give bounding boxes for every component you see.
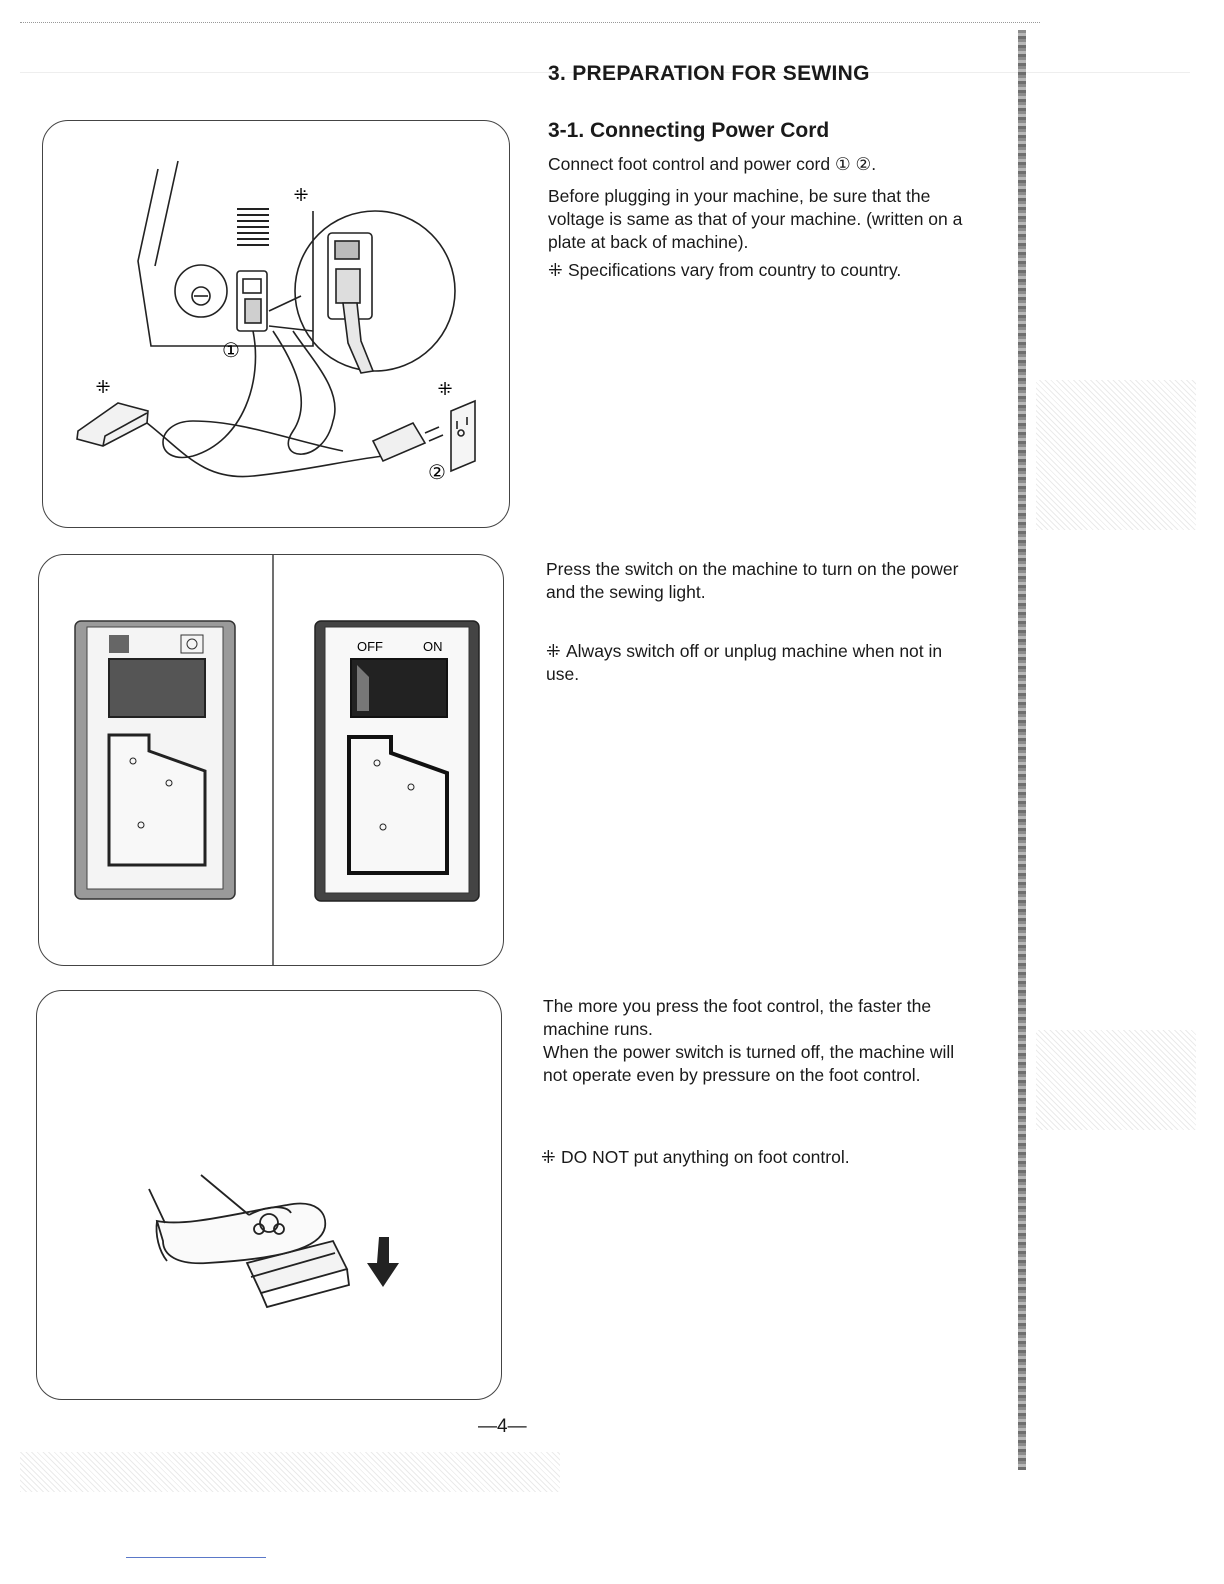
callout-2: ② xyxy=(428,462,446,484)
switch-off-note-text: Always switch off or unplug machine when not in use. xyxy=(546,641,943,684)
link-underline xyxy=(126,1557,266,1558)
figure-foot-control xyxy=(36,990,502,1400)
scan-grain xyxy=(20,1452,560,1492)
foot-control-illustration xyxy=(37,991,501,1399)
foot-control-power-instruction: When the power switch is turned off, the machine will not operate even by pressure on the foot control. xyxy=(543,1042,955,1085)
scan-grain xyxy=(1036,380,1196,530)
subsection-title: 3-1. Connecting Power Cord xyxy=(548,119,830,142)
connect-instruction: Connect foot control and power cord ① ②. xyxy=(548,154,877,174)
voltage-instruction: Before plugging in your machine, be sure that the voltage is same as that of your machine. (written on a plate at back of machine). xyxy=(548,186,963,252)
figure-power-switch xyxy=(38,554,504,966)
page-number: —4— xyxy=(478,1416,527,1437)
asterisk-mark: ⁜ xyxy=(437,379,453,399)
left-switch-plate xyxy=(75,621,235,899)
asterisk-mark: ⁜ xyxy=(293,185,309,205)
right-switch-plate xyxy=(315,621,479,901)
foot-control-speed-instruction: The more you press the foot control, the faster the machine runs. xyxy=(543,996,932,1039)
note-asterisk: ⁜ xyxy=(548,260,563,280)
switch-off-note xyxy=(546,640,966,686)
note-asterisk: ⁜ xyxy=(546,641,561,661)
asterisk-mark: ⁜ xyxy=(95,377,111,397)
off-label: OFF xyxy=(357,639,383,654)
specifications-note xyxy=(548,259,963,282)
power-switch-illustration xyxy=(39,555,503,965)
specifications-note-text: Specifications vary from country to country. xyxy=(568,260,902,280)
binding-shadow xyxy=(1018,30,1026,1470)
on-label: ON xyxy=(423,639,443,654)
foot-control-warning-text: DO NOT put anything on foot control. xyxy=(561,1147,850,1167)
foot-control-warning xyxy=(541,1146,956,1169)
note-asterisk: ⁜ xyxy=(541,1147,556,1167)
callout-1: ① xyxy=(222,340,240,362)
scan-grain xyxy=(1036,1030,1196,1130)
power-switch-instruction: Press the switch on the machine to turn on the power and the sewing light. xyxy=(546,559,959,602)
section-title: 3. PREPARATION FOR SEWING xyxy=(548,62,870,85)
scan-edge-top xyxy=(20,22,1040,23)
power-cord-illustration xyxy=(43,121,509,527)
figure-power-cord-connection xyxy=(42,120,510,528)
down-arrow-icon xyxy=(367,1237,399,1287)
